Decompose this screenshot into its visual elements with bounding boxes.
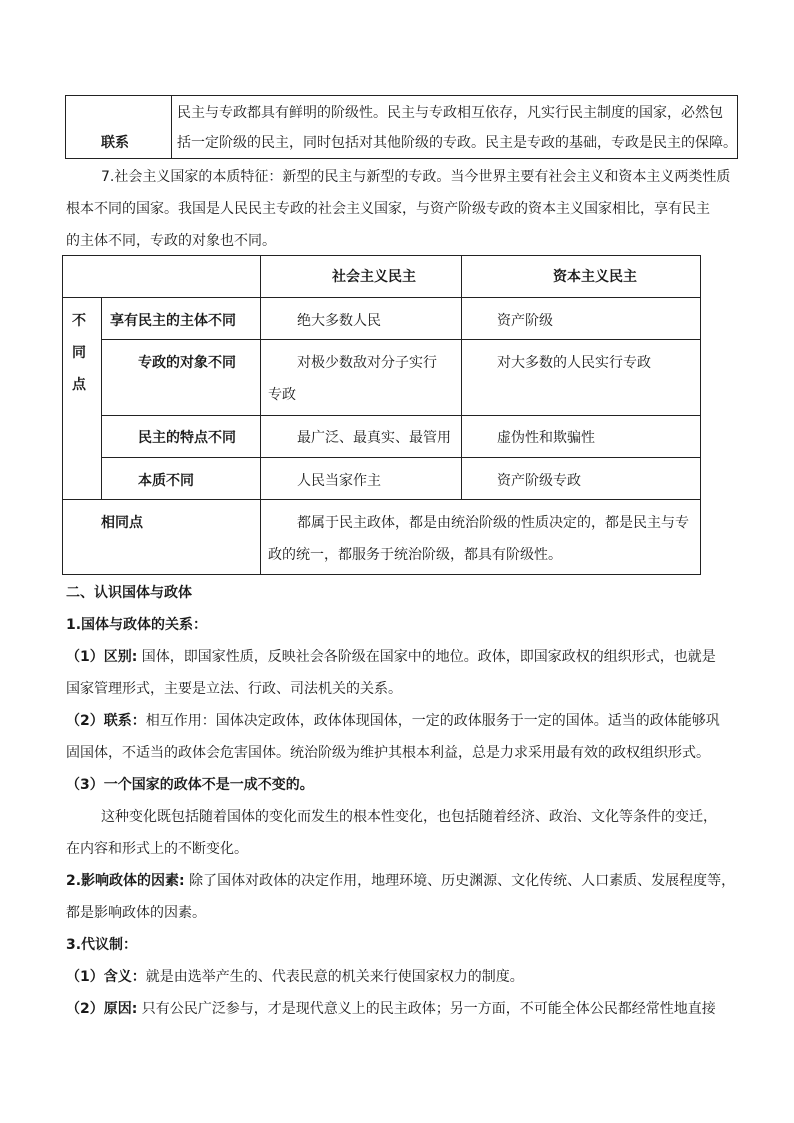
capitalist-cell: 资产阶级: [497, 313, 553, 329]
distinction-line-2: 国家管理形式，主要是立法、行政、司法机关的关系。: [66, 681, 402, 697]
point-3-line-1: 这种变化既包括随着国体的变化而发生的根本性变化，也包括随着经济、政治、文化等条件的变迁，: [101, 809, 717, 825]
connection-text: 相互作用：国体决定政体，政体体现国体，一定的政体服务于一定的国体。适当的政体能够巩: [145, 713, 720, 729]
connection-line-1: [66, 711, 720, 731]
col-line: [101, 297, 102, 499]
factors-label: 2.影响政体的因素:: [66, 873, 185, 889]
point-3-line-2: 在内容和形式上的不断变化。: [66, 841, 248, 857]
socialist-cell: 专政: [268, 387, 296, 403]
same-line-2: 政的统一，都服务于统治阶级，都具有阶级性。: [268, 547, 562, 563]
row-label: 民主的特点不同: [138, 430, 236, 446]
diff-label-char: 不: [72, 313, 86, 329]
reason-text: 只有公民广泛参与，才是现代意义上的民主政体；另一方面，不可能全体公民都经常性地直接: [137, 1001, 716, 1017]
section-title: 二、认识国体与政体: [66, 585, 192, 601]
factors-text: 除了国体对政体的决定作用，地理环境、历史渊源、文化传统、人口素质、发展程度等，: [184, 873, 736, 889]
relation-label: 联系: [101, 135, 129, 151]
meaning-label: （1）含义：: [66, 969, 146, 985]
col-line: [461, 255, 462, 499]
capitalist-cell: 对大多数的人民实行专政: [497, 355, 651, 371]
factors-line-2: 都是影响政体的因素。: [66, 905, 206, 921]
connection-line-2: 固国体，不适当的政体会危害国体。统治阶级为维护其根本利益，总是力求采用最有效的政权组织形式。: [66, 745, 710, 761]
header-capitalist: 资本主义民主: [553, 269, 637, 285]
reason-label: （2）原因:: [66, 1001, 138, 1017]
relation-line-1: 民主与专政都具有鲜明的阶级性。民主与专政相互依存，凡实行民主制度的国家，必然包: [177, 105, 723, 121]
row-line: [101, 339, 701, 340]
factors-line-1: [66, 871, 735, 891]
socialist-cell: 人民当家作主: [297, 473, 381, 489]
representative-title: 3.代议制：: [66, 937, 138, 953]
row-line: [62, 499, 701, 500]
table-divider: [171, 96, 172, 158]
same-label: 相同点: [101, 515, 143, 531]
diff-label-char: 点: [72, 377, 86, 393]
row-line: [101, 457, 701, 458]
socialist-cell: 最广泛、最真实、最管用: [297, 430, 451, 446]
socialist-cell: 绝大多数人民: [297, 313, 381, 329]
distinction-text: 国体，即国家性质，反映社会各阶级在国家中的地位。政体，即国家政权的组织形式，也就是: [137, 649, 716, 665]
meaning-text: 就是由选举产生的、代表民意的机关来行使国家权力的制度。: [145, 969, 524, 985]
socialist-cell: 对极少数敌对分子实行: [297, 355, 437, 371]
relation-line-2: 括一定阶级的民主，同时包括对其他阶级的专政。民主是专政的基础，专政是民主的保障。: [177, 135, 737, 151]
header-socialist: 社会主义民主: [332, 269, 416, 285]
capitalist-cell: 虚伪性和欺骗性: [497, 430, 595, 446]
same-line-1: 都属于民主政体，都是由统治阶级的性质决定的，都是民主与专: [297, 515, 689, 531]
distinction-line-1: [66, 647, 716, 667]
row-label: 享有民主的主体不同: [110, 313, 236, 329]
connection-label: （2）联系：: [66, 713, 146, 729]
para7-line-1: 7.社会主义国家的本质特征：新型的民主与新型的专政。当今世界主要有社会主义和资本主义两类性质: [101, 169, 731, 185]
row-label: 本质不同: [138, 473, 194, 489]
col-line: [260, 255, 261, 575]
row-label: 专政的对象不同: [138, 355, 236, 371]
distinction-label: （1）区别:: [66, 649, 138, 665]
diff-label-char: 同: [72, 345, 86, 361]
para7-line-2: 根本不同的国家。我国是人民民主专政的社会主义国家，与资产阶级专政的资本主义国家相比，享有民主: [66, 201, 710, 217]
point-3-heading: （3）一个国家的政体不是一成不变的。: [66, 777, 314, 793]
row-line: [101, 415, 701, 416]
para7-line-3: 的主体不同，专政的对象也不同。: [66, 233, 276, 249]
subsection-title: 1.国体与政体的关系：: [66, 617, 208, 633]
row-line: [62, 297, 701, 298]
meaning-line: [66, 967, 524, 987]
reason-line: [66, 999, 716, 1019]
capitalist-cell: 资产阶级专政: [497, 473, 581, 489]
